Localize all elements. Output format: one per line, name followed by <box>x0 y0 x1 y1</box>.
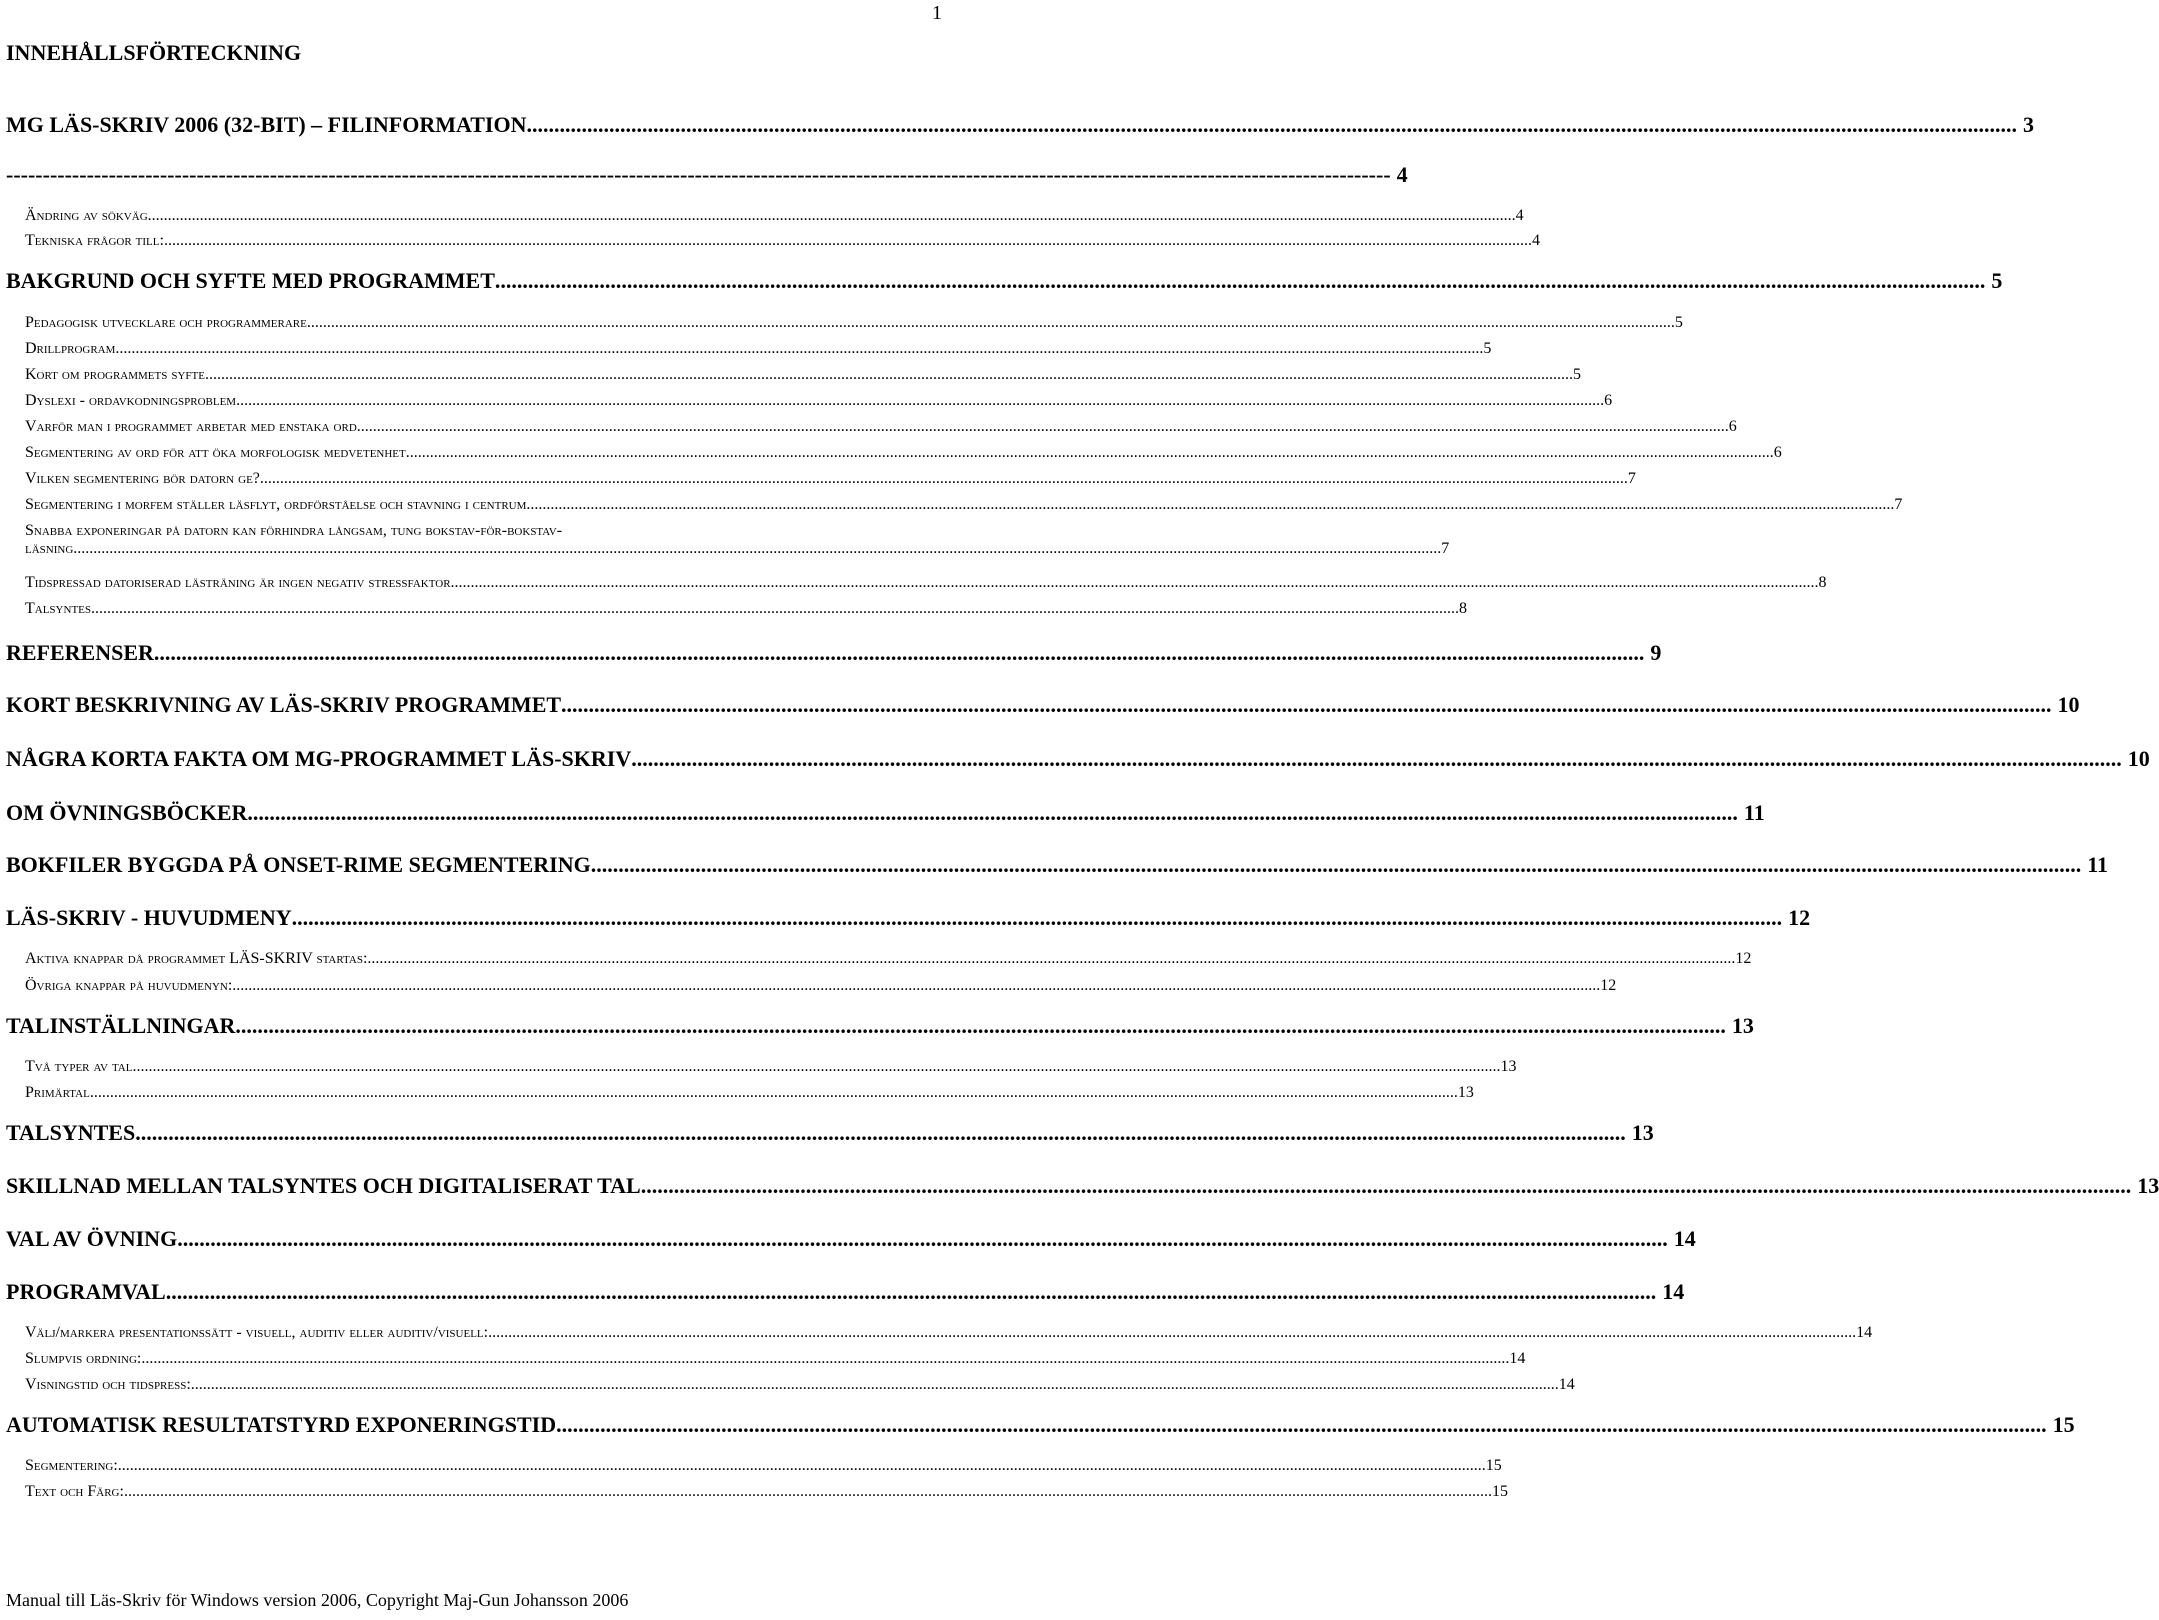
toc-entry-label: Snabba exponeringar på datorn kan förhindra långsam, tung bokstav-för-bokstav- <box>25 522 563 539</box>
toc-entry-page: 9 <box>1650 640 1662 665</box>
toc-dot-leader <box>527 112 2018 138</box>
toc-entry[interactable] <box>25 314 1683 332</box>
toc-entry-page: 10 <box>2127 746 2150 771</box>
toc-entry-page: 14 <box>1558 1376 1575 1393</box>
toc-entry-page: 13 <box>1631 1120 1654 1145</box>
toc-entry-page: 5 <box>1991 268 2003 293</box>
toc-entry-page: 8 <box>1818 574 1827 591</box>
toc-entry[interactable] <box>25 444 1782 462</box>
toc-entry-label: Segmentering av ord för att öka morfologisk medvetenhet <box>25 444 406 461</box>
toc-entry[interactable] <box>6 800 1765 826</box>
toc-entry-label: LÄS-SKRIV - HUVUDMENY <box>6 905 292 930</box>
toc-entry[interactable] <box>25 1457 1502 1475</box>
toc-entry[interactable] <box>25 496 1903 514</box>
toc-dot-leader <box>132 1058 1500 1076</box>
toc-dot-leader <box>361 418 1729 436</box>
toc-entry-label: NÅGRA KORTA FAKTA OM MG-PROGRAMMET LÄS-SKRIV <box>6 746 632 771</box>
toc-entry[interactable] <box>6 268 2003 294</box>
toc-dot-leader <box>367 950 1735 968</box>
toc-entry-label: REFERENSER <box>6 640 154 665</box>
toc-entry-page: 15 <box>1491 1483 1508 1500</box>
toc-entry-label: Välj/markera presentationssätt - visuell, auditiv eller auditiv/visuell: <box>25 1324 489 1341</box>
toc-entry-page: 3 <box>2023 112 2034 137</box>
toc-entry[interactable] <box>25 574 1827 592</box>
toc-entry-label: Pedagogisk utvecklare och programmerare <box>25 314 307 331</box>
toc-entry-page: 14 <box>1509 1350 1526 1367</box>
toc-entry[interactable] <box>6 905 1811 931</box>
toc-dot-leader <box>631 746 2122 772</box>
toc-entry-page: 4 <box>1396 162 1408 187</box>
toc-entry[interactable] <box>25 207 1524 225</box>
toc-entry[interactable] <box>6 692 2080 718</box>
toc-dot-leader <box>292 905 1783 931</box>
toc-entry-page: 6 <box>1728 418 1737 435</box>
toc-entry[interactable] <box>6 746 2150 772</box>
toc-entry-page: 8 <box>1459 600 1467 617</box>
toc-entry-label: Talsyntes <box>25 600 91 617</box>
toc-entry[interactable] <box>25 1324 1873 1342</box>
toc-entry-label: Visningstid och tidspress: <box>25 1376 191 1393</box>
toc-entry-page: 13 <box>1457 1084 1474 1101</box>
toc-dot-leader <box>91 600 1459 618</box>
toc-entry-label: Primärtal <box>25 1084 90 1101</box>
toc-entry-page: 14 <box>1856 1324 1873 1341</box>
toc-entry-label: PROGRAMVAL <box>6 1279 166 1304</box>
toc-entry-label: --------------------------------------------------------------------------------------------------------------------------------------------------------------------------------------------- <box>6 162 1391 187</box>
toc-entry-page: 15 <box>2052 1412 2075 1437</box>
toc-dot-leader <box>451 574 1819 592</box>
toc-entry-label: BOKFILER BYGGDA PÅ ONSET-RIME SEGMENTERING <box>6 852 591 877</box>
toc-entry-page: 12 <box>1600 977 1617 994</box>
toc-entry-page: 6 <box>1773 444 1782 461</box>
toc-entry[interactable] <box>25 1058 1517 1076</box>
toc-entry-page: 6 <box>1604 392 1613 409</box>
toc-entry-label: TALINSTÄLLNINGAR <box>6 1013 236 1038</box>
toc-entry-page: 5 <box>1483 340 1492 357</box>
toc-entry[interactable] <box>25 392 1613 410</box>
toc-entry-label: TALSYNTES <box>6 1120 136 1145</box>
toc-entry-page: 14 <box>1662 1279 1685 1304</box>
toc-entry-label: Tidspressad datoriserad lästräning är ingen negativ stressfaktor <box>25 574 451 591</box>
toc-entry-label: Tekniska frågor till: <box>25 232 164 249</box>
toc-entry-page: 12 <box>1788 905 1811 930</box>
toc-entry-label: Två typer av tal <box>25 1058 133 1075</box>
toc-entry-label: MG LÄS-SKRIV 2006 (32-BIT) – FILINFORMATION <box>6 112 527 137</box>
toc-dot-leader <box>141 1350 1509 1368</box>
toc-dot-leader <box>235 1013 1726 1039</box>
toc-entry-label: VAL AV ÖVNING <box>6 1226 178 1251</box>
toc-entry-page: 14 <box>1673 1226 1696 1251</box>
toc-entry-label: Segmentering i morfem ställer läsflyt, ordförståelse och stavning i centrum <box>25 496 527 513</box>
toc-entry-label-continued: läsning <box>25 540 74 557</box>
toc-dot-leader <box>641 1173 2132 1199</box>
toc-entry-label: Ändring av sökväg <box>25 207 148 224</box>
toc-entry-label: BAKGRUND OCH SYFTE MED PROGRAMMET <box>6 268 495 293</box>
toc-dot-leader <box>236 392 1604 410</box>
toc-dot-leader <box>115 340 1483 358</box>
toc-entry-label: Vilken segmentering bör datorn ge? <box>25 470 260 487</box>
toc-dot-leader <box>148 207 1516 225</box>
toc-title: INNEHÅLLSFÖRTECKNING <box>6 40 302 65</box>
toc-dot-leader <box>166 1279 1657 1305</box>
toc-entry-label: Varför man i programmet arbetar med enstaka ord. <box>25 418 361 435</box>
toc-entry-label: Aktiva knappar då programmet LÄS-SKRIV startas: <box>25 950 368 967</box>
toc-entry-label: Övriga knappar på huvudmenyn: <box>25 977 233 994</box>
toc-entry[interactable] <box>6 162 1408 188</box>
toc-entry-label: Segmentering: <box>25 1457 118 1474</box>
toc-entry[interactable] <box>25 418 1737 436</box>
toc-dot-leader <box>307 314 1675 332</box>
toc-entry-page: 13 <box>2137 1173 2159 1198</box>
toc-entry[interactable] <box>25 977 1617 995</box>
toc-dot-leader <box>591 852 2082 878</box>
toc-entry[interactable] <box>25 1084 1474 1102</box>
toc-entry-label: Text och Färg: <box>25 1483 124 1500</box>
page-number: 1 <box>932 2 942 24</box>
toc-dot-leader <box>247 800 1738 826</box>
toc-entry-label: SKILLNAD MELLAN TALSYNTES OCH DIGITALISERAT TAL <box>6 1173 641 1198</box>
toc-entry-page: 5 <box>1674 314 1683 331</box>
toc-entry-page: 13 <box>1731 1013 1754 1038</box>
toc-dot-leader <box>177 1226 1668 1252</box>
toc-dot-leader <box>90 1084 1458 1102</box>
toc-entry-page: 15 <box>1485 1457 1502 1474</box>
toc-dot-leader <box>118 1457 1486 1475</box>
toc-dot-leader <box>164 232 1532 250</box>
toc-entry[interactable] <box>25 950 1752 968</box>
toc-dot-leader <box>406 444 1774 462</box>
toc-entry[interactable] <box>6 112 2034 138</box>
toc-entry[interactable] <box>6 1013 1754 1039</box>
toc-dot-leader <box>260 470 1628 488</box>
toc-entry[interactable] <box>25 232 1540 250</box>
toc-dot-leader <box>488 1324 1856 1342</box>
toc-entry-page: 7 <box>1441 540 1450 557</box>
toc-dot-leader <box>135 1120 1626 1146</box>
toc-entry[interactable] <box>25 600 1467 618</box>
toc-entry-label: KORT BESKRIVNING AV LÄS-SKRIV PROGRAMMET <box>6 692 562 717</box>
toc-entry-page: 4 <box>1515 207 1524 224</box>
toc-entry[interactable] <box>6 1173 2159 1199</box>
toc-entry-page: 4 <box>1531 232 1540 249</box>
toc-dot-leader <box>154 640 1645 666</box>
toc-entry-page: 11 <box>1743 800 1765 825</box>
toc-entry[interactable] <box>6 1412 2075 1438</box>
toc-dot-leader <box>556 1412 2047 1438</box>
toc-entry-label: Dyslexi - ordavkodningsproblem <box>25 392 237 409</box>
toc-entry-page: 12 <box>1735 950 1752 967</box>
toc-entry[interactable] <box>25 1350 1526 1368</box>
toc-entry-label: OM ÖVNINGSBÖCKER <box>6 800 248 825</box>
toc-dot-leader <box>205 366 1573 384</box>
toc-entry[interactable] <box>6 1120 1654 1146</box>
toc-entry-page: 11 <box>2087 852 2109 877</box>
toc-dot-leader <box>191 1376 1559 1394</box>
toc-dot-leader <box>232 977 1600 995</box>
toc-entry-page: 13 <box>1500 1058 1517 1075</box>
toc-entry-page: 5 <box>1572 366 1581 383</box>
toc-dot-leader <box>73 540 1441 558</box>
page-footer: Manual till Läs-Skriv för Windows version 2006, Copyright Maj-Gun Johansson 2006 <box>6 1590 629 1610</box>
toc-dot-leader <box>124 1483 1492 1501</box>
toc-entry[interactable] <box>25 522 1450 558</box>
toc-entry-page: 7 <box>1627 470 1636 487</box>
toc-entry[interactable] <box>25 340 1492 358</box>
toc-entry[interactable] <box>6 1226 1696 1252</box>
toc-entry-page: 10 <box>2057 692 2080 717</box>
toc-entry-label: AUTOMATISK RESULTATSTYRD EXPONERINGSTID <box>6 1412 557 1437</box>
toc-entry-label: Slumpvis ordning: <box>25 1350 142 1367</box>
toc-dot-leader <box>526 496 1894 514</box>
toc-dot-leader <box>561 692 2052 718</box>
toc-entry[interactable] <box>6 1279 1685 1305</box>
toc-entry-label: Kort om programmets syfte <box>25 366 205 383</box>
toc-entry[interactable] <box>25 1483 1508 1501</box>
toc-dot-leader <box>495 268 1986 294</box>
toc-entry[interactable] <box>6 640 1662 666</box>
toc-entry-label: Drillprogram <box>25 340 116 357</box>
toc-entry[interactable] <box>25 1376 1575 1394</box>
toc-entry-page: 7 <box>1894 496 1903 513</box>
toc-entry[interactable] <box>25 470 1636 488</box>
toc-entry[interactable] <box>25 366 1581 384</box>
toc-entry[interactable] <box>6 852 2109 878</box>
